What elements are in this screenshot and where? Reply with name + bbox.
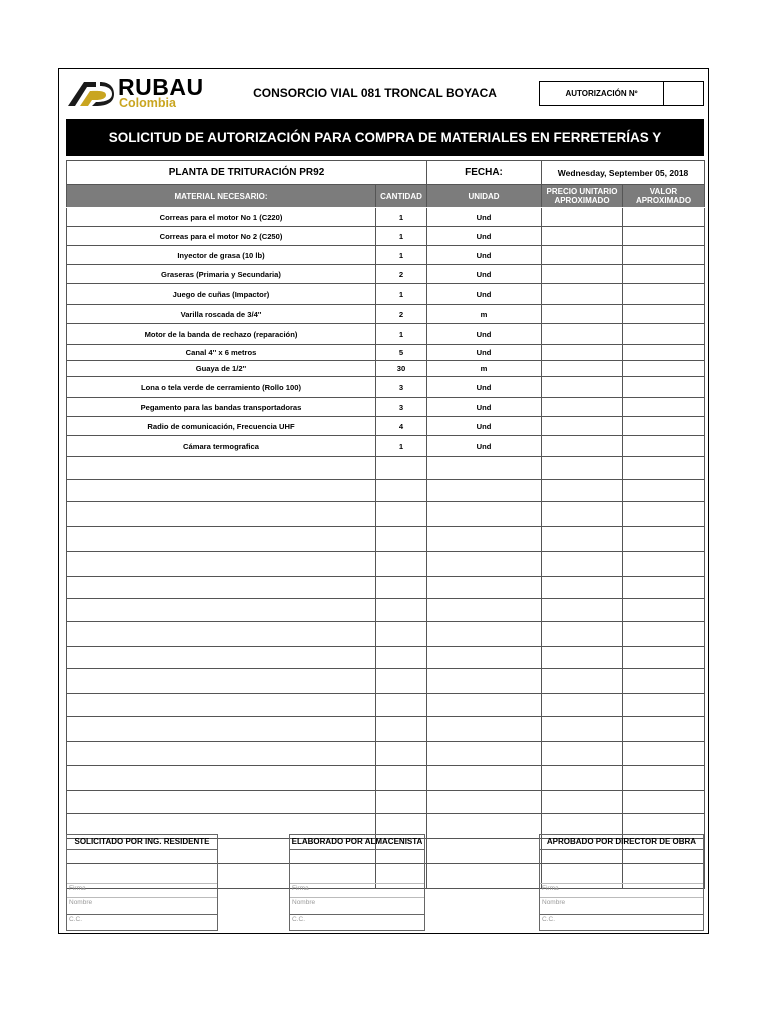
table-row bbox=[67, 265, 705, 284]
cell-quantity[interactable]: 1 bbox=[376, 227, 427, 246]
cell-unit-price[interactable] bbox=[542, 457, 623, 480]
cell-value[interactable] bbox=[623, 284, 705, 305]
cell-unit-price[interactable] bbox=[542, 345, 623, 361]
cell-material[interactable] bbox=[67, 766, 376, 791]
signature-block-storekeeper bbox=[289, 834, 425, 931]
cell-quantity[interactable] bbox=[376, 457, 427, 480]
table-row bbox=[67, 377, 705, 398]
cell-value[interactable] bbox=[623, 647, 705, 669]
cell-value[interactable] bbox=[623, 669, 705, 694]
logo-subtitle: Colombia bbox=[119, 96, 176, 110]
cell-unit[interactable]: Und bbox=[427, 246, 542, 265]
signature-cc-line[interactable]: C.C. bbox=[290, 914, 424, 924]
cell-material[interactable] bbox=[67, 694, 376, 717]
table-row bbox=[67, 345, 705, 361]
table-row-empty bbox=[67, 647, 705, 669]
cell-unit[interactable] bbox=[427, 864, 542, 889]
table-row-empty bbox=[67, 457, 705, 480]
cell-material[interactable] bbox=[67, 457, 376, 480]
signature-firma-line[interactable]: Firma bbox=[540, 883, 703, 893]
signature-block-director bbox=[539, 834, 704, 931]
table-row-empty bbox=[67, 622, 705, 647]
col-header-value: VALOR APROXIMADO bbox=[623, 185, 705, 208]
table-row bbox=[67, 246, 705, 265]
header-title: CONSORCIO VIAL 081 TRONCAL BOYACA bbox=[253, 86, 497, 100]
cell-value[interactable] bbox=[623, 742, 705, 766]
cell-material[interactable] bbox=[67, 791, 376, 814]
cell-unit-price[interactable] bbox=[542, 398, 623, 417]
table-row bbox=[67, 436, 705, 457]
signature-firma-line[interactable]: Firma bbox=[67, 883, 217, 893]
table-row bbox=[67, 284, 705, 305]
signature-title: APROBADO POR DIRECTOR DE OBRA bbox=[540, 835, 703, 850]
cell-quantity[interactable] bbox=[376, 599, 427, 622]
cell-unit[interactable] bbox=[427, 766, 542, 791]
cell-unit[interactable] bbox=[427, 599, 542, 622]
info-row bbox=[67, 161, 705, 185]
col-header-material: MATERIAL NECESARIO: bbox=[67, 185, 376, 208]
cell-quantity[interactable] bbox=[376, 577, 427, 599]
cell-unit-price[interactable] bbox=[542, 480, 623, 502]
cell-material[interactable] bbox=[67, 599, 376, 622]
cell-value[interactable] bbox=[623, 417, 705, 436]
cell-value[interactable] bbox=[623, 265, 705, 284]
table-row-empty bbox=[67, 742, 705, 766]
cell-quantity[interactable]: 2 bbox=[376, 265, 427, 284]
table-row bbox=[67, 398, 705, 417]
logo-name: RUBAU bbox=[118, 74, 204, 100]
rubau-logo-icon bbox=[66, 78, 114, 108]
cell-material[interactable] bbox=[67, 717, 376, 742]
cell-value[interactable] bbox=[623, 246, 705, 265]
cell-unit-price[interactable] bbox=[542, 284, 623, 305]
cell-quantity[interactable] bbox=[376, 527, 427, 552]
cell-unit-price[interactable] bbox=[542, 502, 623, 527]
cell-quantity[interactable] bbox=[376, 742, 427, 766]
date-value[interactable]: Wednesday, September 05, 2018 bbox=[542, 161, 705, 185]
cell-unit-price[interactable] bbox=[542, 577, 623, 599]
cell-unit[interactable] bbox=[427, 502, 542, 527]
signature-title: SOLICITADO POR ING. RESIDENTE bbox=[67, 835, 217, 850]
cell-value[interactable] bbox=[623, 345, 705, 361]
cell-material[interactable]: Varilla roscada de 3/4'' bbox=[67, 305, 376, 324]
cell-unit[interactable]: m bbox=[427, 305, 542, 324]
cell-quantity[interactable] bbox=[376, 694, 427, 717]
cell-value[interactable] bbox=[623, 457, 705, 480]
form-banner-title: SOLICITUD DE AUTORIZACIÓN PARA COMPRA DE MATERIALES EN FERRETERÍAS Y ALMACENES bbox=[66, 119, 704, 156]
authorization-box bbox=[539, 81, 704, 106]
cell-unit-price[interactable] bbox=[542, 766, 623, 791]
cell-unit[interactable]: Und bbox=[427, 265, 542, 284]
cell-quantity[interactable] bbox=[376, 717, 427, 742]
table-row bbox=[67, 305, 705, 324]
cell-material[interactable]: Graseras (Primaria y Secundaria) bbox=[67, 265, 376, 284]
cell-unit-price[interactable] bbox=[542, 361, 623, 377]
table-row bbox=[67, 324, 705, 345]
authorization-number-field[interactable] bbox=[664, 82, 703, 105]
table-row-empty bbox=[67, 577, 705, 599]
cell-unit-price[interactable] bbox=[542, 208, 623, 227]
cell-value[interactable] bbox=[623, 227, 705, 246]
table-row-empty bbox=[67, 480, 705, 502]
cell-unit-price[interactable] bbox=[542, 622, 623, 647]
cell-unit[interactable] bbox=[427, 814, 542, 839]
cell-material[interactable] bbox=[67, 622, 376, 647]
cell-quantity[interactable] bbox=[376, 502, 427, 527]
cell-quantity[interactable] bbox=[376, 552, 427, 577]
cell-value[interactable] bbox=[623, 305, 705, 324]
signature-firma-line[interactable]: Firma bbox=[290, 883, 424, 893]
cell-material[interactable] bbox=[67, 480, 376, 502]
cell-material[interactable] bbox=[67, 552, 376, 577]
cell-unit[interactable] bbox=[427, 742, 542, 766]
col-header-unit: UNIDAD bbox=[427, 185, 542, 208]
cell-quantity[interactable]: 1 bbox=[376, 246, 427, 265]
cell-unit-price[interactable] bbox=[542, 742, 623, 766]
cell-quantity[interactable]: 4 bbox=[376, 417, 427, 436]
cell-quantity[interactable] bbox=[376, 766, 427, 791]
cell-value[interactable] bbox=[623, 377, 705, 398]
cell-quantity[interactable] bbox=[376, 622, 427, 647]
cell-unit-price[interactable] bbox=[542, 417, 623, 436]
cell-material[interactable] bbox=[67, 502, 376, 527]
cell-unit[interactable] bbox=[427, 480, 542, 502]
cell-unit-price[interactable] bbox=[542, 227, 623, 246]
cell-value[interactable] bbox=[623, 577, 705, 599]
cell-value[interactable] bbox=[623, 324, 705, 345]
table-row-empty bbox=[67, 766, 705, 791]
table-row bbox=[67, 227, 705, 246]
signature-cc-line[interactable]: C.C. bbox=[540, 914, 703, 924]
table-row-empty bbox=[67, 694, 705, 717]
cell-unit[interactable] bbox=[427, 717, 542, 742]
cell-unit-price[interactable] bbox=[542, 527, 623, 552]
table-row-empty bbox=[67, 791, 705, 814]
table-row-empty bbox=[67, 502, 705, 527]
cell-quantity[interactable]: 2 bbox=[376, 305, 427, 324]
table-row-empty bbox=[67, 669, 705, 694]
cell-unit[interactable]: Und bbox=[427, 324, 542, 345]
cell-value[interactable] bbox=[623, 361, 705, 377]
cell-unit[interactable] bbox=[427, 457, 542, 480]
cell-unit-price[interactable] bbox=[542, 669, 623, 694]
signature-block-resident bbox=[66, 834, 218, 931]
signature-nombre-line[interactable]: Nombre bbox=[290, 897, 424, 907]
cell-unit[interactable]: Und bbox=[427, 227, 542, 246]
cell-unit[interactable] bbox=[427, 622, 542, 647]
cell-quantity[interactable]: 1 bbox=[376, 284, 427, 305]
cell-material[interactable]: Radio de comunicación, Frecuencia UHF bbox=[67, 417, 376, 436]
cell-unit[interactable] bbox=[427, 791, 542, 814]
cell-material[interactable]: Guaya de 1/2'' bbox=[67, 361, 376, 377]
cell-unit[interactable]: Und bbox=[427, 417, 542, 436]
cell-value[interactable] bbox=[623, 552, 705, 577]
cell-material[interactable]: Motor de la banda de rechazo (reparación) bbox=[67, 324, 376, 345]
authorization-label: AUTORIZACIÓN Nº bbox=[540, 82, 664, 105]
table-row-empty bbox=[67, 527, 705, 552]
cell-quantity[interactable]: 5 bbox=[376, 345, 427, 361]
table-header-row bbox=[67, 185, 705, 208]
cell-material[interactable] bbox=[67, 669, 376, 694]
cell-unit-price[interactable] bbox=[542, 265, 623, 284]
signature-nombre-line[interactable]: Nombre bbox=[540, 897, 703, 907]
cell-unit[interactable] bbox=[427, 694, 542, 717]
cell-unit[interactable] bbox=[427, 839, 542, 864]
cell-quantity[interactable]: 1 bbox=[376, 208, 427, 227]
cell-unit[interactable]: Und bbox=[427, 398, 542, 417]
cell-unit[interactable] bbox=[427, 669, 542, 694]
cell-value[interactable] bbox=[623, 599, 705, 622]
cell-value[interactable] bbox=[623, 208, 705, 227]
col-header-unit-price: PRECIO UNITARIO APROXIMADO bbox=[542, 185, 623, 208]
cell-value[interactable] bbox=[623, 791, 705, 814]
cell-value[interactable] bbox=[623, 502, 705, 527]
cell-value[interactable] bbox=[623, 766, 705, 791]
cell-unit-price[interactable] bbox=[542, 436, 623, 457]
cell-unit-price[interactable] bbox=[542, 552, 623, 577]
cell-unit-price[interactable] bbox=[542, 324, 623, 345]
cell-unit-price[interactable] bbox=[542, 305, 623, 324]
cell-unit[interactable] bbox=[427, 647, 542, 669]
cell-value[interactable] bbox=[623, 622, 705, 647]
cell-unit-price[interactable] bbox=[542, 717, 623, 742]
cell-unit[interactable] bbox=[427, 552, 542, 577]
cell-material[interactable]: Correas para el motor No 2 (C250) bbox=[67, 227, 376, 246]
cell-material[interactable] bbox=[67, 527, 376, 552]
cell-unit-price[interactable] bbox=[542, 377, 623, 398]
cell-unit[interactable]: m bbox=[427, 361, 542, 377]
materials-table bbox=[66, 160, 705, 889]
table-row bbox=[67, 361, 705, 377]
cell-unit-price[interactable] bbox=[542, 647, 623, 669]
table-row-empty bbox=[67, 599, 705, 622]
cell-quantity[interactable] bbox=[376, 647, 427, 669]
cell-unit-price[interactable] bbox=[542, 694, 623, 717]
cell-unit[interactable]: Und bbox=[427, 208, 542, 227]
cell-material[interactable]: Inyector de grasa (10 lb) bbox=[67, 246, 376, 265]
cell-unit-price[interactable] bbox=[542, 599, 623, 622]
cell-material[interactable] bbox=[67, 742, 376, 766]
cell-value[interactable] bbox=[623, 480, 705, 502]
signature-title: ELABORADO POR ALMACENISTA bbox=[290, 835, 424, 850]
cell-quantity[interactable]: 3 bbox=[376, 377, 427, 398]
cell-unit[interactable]: Und bbox=[427, 377, 542, 398]
cell-unit[interactable] bbox=[427, 577, 542, 599]
cell-unit-price[interactable] bbox=[542, 246, 623, 265]
table-row-empty bbox=[67, 717, 705, 742]
cell-value[interactable] bbox=[623, 436, 705, 457]
plant-name: PLANTA DE TRITURACIÓN PR92 bbox=[67, 161, 427, 185]
cell-value[interactable] bbox=[623, 398, 705, 417]
cell-quantity[interactable]: 3 bbox=[376, 398, 427, 417]
cell-material[interactable]: Correas para el motor No 1 (C220) bbox=[67, 208, 376, 227]
cell-quantity[interactable]: 30 bbox=[376, 361, 427, 377]
cell-unit[interactable]: Und bbox=[427, 284, 542, 305]
cell-quantity[interactable] bbox=[376, 669, 427, 694]
cell-unit[interactable]: Und bbox=[427, 345, 542, 361]
table-row bbox=[67, 208, 705, 227]
table-row-empty bbox=[67, 552, 705, 577]
cell-unit-price[interactable] bbox=[542, 791, 623, 814]
signature-nombre-line[interactable]: Nombre bbox=[67, 897, 217, 907]
cell-quantity[interactable]: 1 bbox=[376, 436, 427, 457]
cell-material[interactable]: Juego de cuñas (Impactor) bbox=[67, 284, 376, 305]
cell-unit[interactable] bbox=[427, 527, 542, 552]
cell-material[interactable]: Lona o tela verde de cerramiento (Rollo 100) bbox=[67, 377, 376, 398]
cell-unit[interactable]: Und bbox=[427, 436, 542, 457]
col-header-quantity: CANTIDAD bbox=[376, 185, 427, 208]
cell-material[interactable]: Cámara termografica bbox=[67, 436, 376, 457]
signature-cc-line[interactable]: C.C. bbox=[67, 914, 217, 924]
cell-quantity[interactable] bbox=[376, 791, 427, 814]
cell-value[interactable] bbox=[623, 694, 705, 717]
cell-material[interactable] bbox=[67, 647, 376, 669]
cell-material[interactable] bbox=[67, 577, 376, 599]
table-row bbox=[67, 417, 705, 436]
cell-value[interactable] bbox=[623, 527, 705, 552]
cell-value[interactable] bbox=[623, 717, 705, 742]
cell-quantity[interactable]: 1 bbox=[376, 324, 427, 345]
cell-material[interactable]: Pegamento para las bandas transportadoras bbox=[67, 398, 376, 417]
date-label: FECHA: bbox=[427, 161, 542, 185]
cell-material[interactable]: Canal 4'' x 6 metros bbox=[67, 345, 376, 361]
cell-quantity[interactable] bbox=[376, 480, 427, 502]
